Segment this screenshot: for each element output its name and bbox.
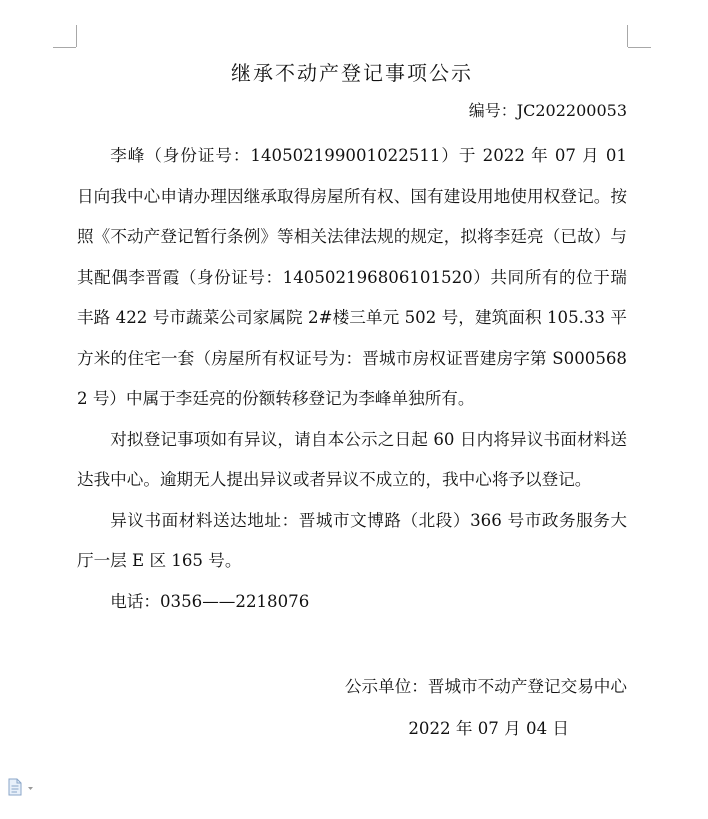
document-page bbox=[77, 56, 627, 739]
body-paragraph-2: 对拟登记事项如有异议，请自本公示之日起 60 日内将异议书面材料送达我中心。逾期无人提出异议或者异议不成立的，我中心将予以登记。 bbox=[77, 429, 627, 489]
issuer-line: 公示单位：晋城市不动产登记交易中心 bbox=[344, 677, 627, 696]
crop-mark-top-right-vertical bbox=[627, 25, 628, 47]
crop-mark-top-left-vertical bbox=[76, 25, 77, 47]
issue-date: 2022 年 07 月 04 日 bbox=[408, 719, 569, 738]
document-number: 编号：JC202200053 bbox=[468, 101, 627, 120]
document-title: 继承不动产登记事项公示 bbox=[231, 61, 473, 85]
crop-mark-top-right bbox=[628, 47, 651, 48]
contact-phone: 电话：0356——2218076 bbox=[110, 591, 310, 611]
document-icon[interactable] bbox=[6, 778, 36, 796]
crop-mark-top-left bbox=[53, 47, 76, 48]
body-paragraph-1: 李峰（身份证号：140502199001022511）于 2022 年 07 月 01 日向我中心申请办理因继承取得房屋所有权、国有建设用地使用权登记。按照《不动产登记暂行条例》等相关法律法规的规定，拟将李廷亮（已故）与其配偶李晋霞（身份证号：140502196806101520）共同所有的位于瑞丰路 422 号市蔬菜公司家属院 2#楼三单元 502 号，建筑面积 105.33 平方米的住宅一套（房屋所有权证号为：晋城市房权证晋建房字第 S0005682 号）中属于李廷亮的份额转移登记为李峰单独所有。 bbox=[77, 146, 627, 408]
body-paragraph-3: 异议书面材料送达地址：晋城市文博路（北段）366 号市政务服务大厅一层 E 区 165 号。 bbox=[77, 510, 627, 570]
